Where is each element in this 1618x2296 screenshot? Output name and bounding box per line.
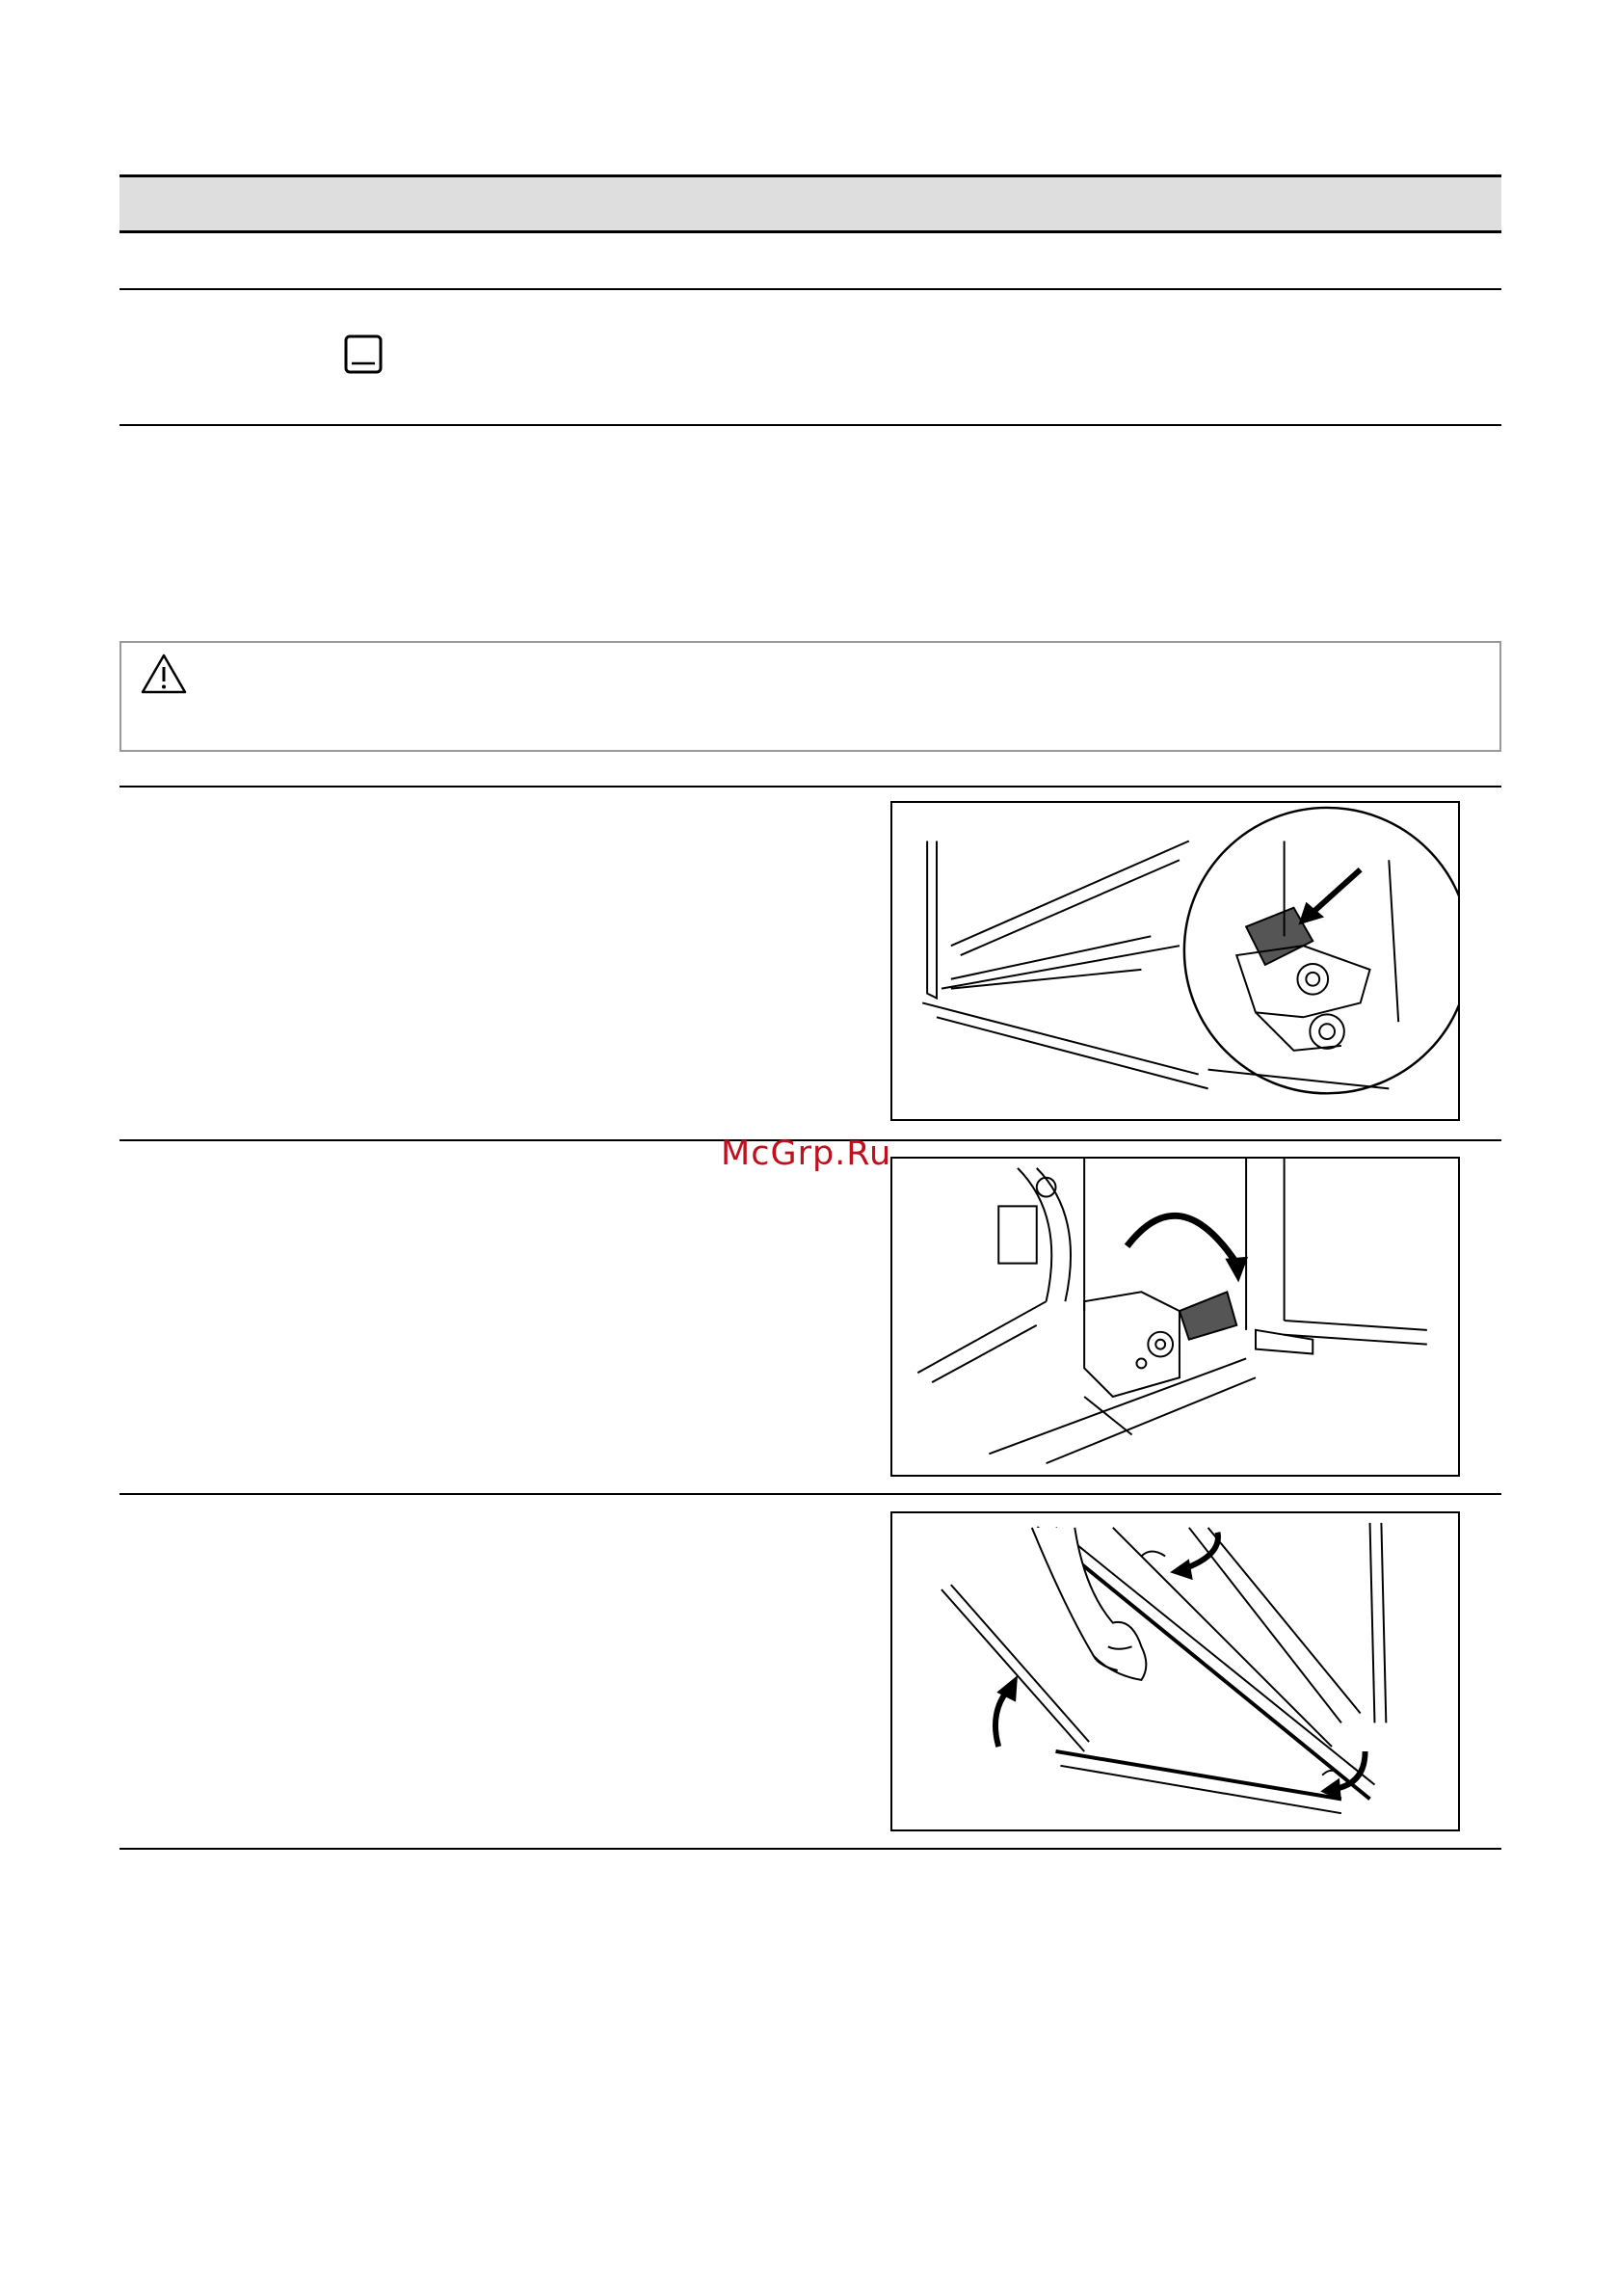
divider	[119, 424, 1501, 426]
figure-hinge-lever-flip	[890, 1157, 1460, 1477]
hinge-closeup-illustration	[892, 803, 1458, 1119]
curved-arrow-icon	[1170, 1533, 1218, 1580]
step-divider	[119, 786, 1501, 788]
arrow-pointer-icon	[1298, 869, 1360, 924]
figure-hinge-lever-closeup	[890, 801, 1460, 1121]
section-header-band	[119, 174, 1501, 233]
oven-frame-icon	[344, 334, 383, 374]
warning-box	[119, 641, 1501, 752]
warning-triangle-icon	[140, 653, 188, 695]
door-removal-illustration	[892, 1513, 1458, 1829]
hinge-flip-illustration	[892, 1159, 1458, 1475]
curved-arrow-icon	[1127, 1215, 1248, 1282]
divider	[119, 288, 1501, 290]
step-divider	[119, 1493, 1501, 1495]
watermark-text: McGrp.Ru	[721, 1135, 892, 1173]
figure-door-removal	[890, 1511, 1460, 1831]
step-divider	[119, 1848, 1501, 1850]
curved-arrow-icon	[995, 1675, 1018, 1747]
